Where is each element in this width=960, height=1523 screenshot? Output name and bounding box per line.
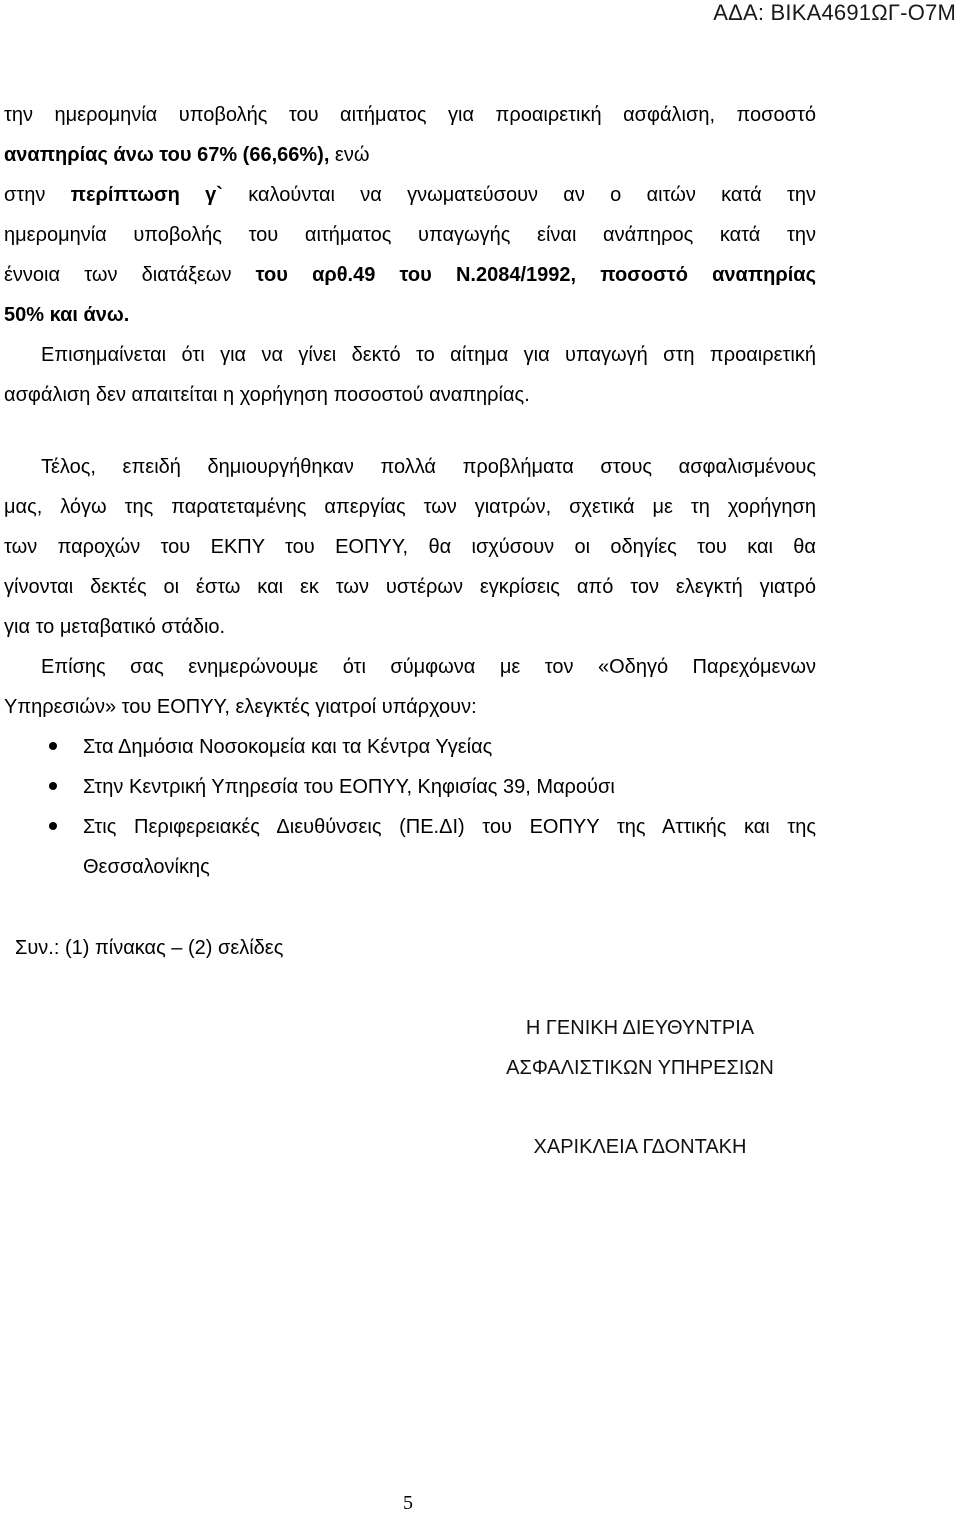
list-item: [4, 807, 816, 887]
paragraph-strike: [4, 447, 816, 647]
text-span: έννοια των διατάξεων: [4, 264, 256, 286]
text-line: των παροχών του ΕΚΠΥ του ΕΟΠΥΥ, θα ισχύσουν οι οδηγίες του και θα: [4, 536, 816, 558]
signature-title-line1: Η ΓΕΝΙΚΗ ΔΙΕΥΘΥΝΤΡΙΑ: [525, 1017, 755, 1039]
text-line: ημερομηνία υποβολής του αιτήματος υπαγωγής είναι ανάπηρος κατά την: [4, 224, 816, 246]
doctors-location-list: [4, 727, 816, 887]
list-item: [4, 727, 816, 767]
list-item-text: Στα Δημόσια Νοσοκομεία και τα Κέντρα Υγείας: [83, 736, 493, 758]
text-line: [4, 295, 816, 335]
text-line: Επίσης σας ενημερώνουμε ότι σύμφωνα με τον «Οδηγό Παρεχόμενων: [41, 656, 816, 678]
attachments-note: Συν.: (1) πίνακας – (2) σελίδες: [15, 937, 284, 959]
bold-text: αναπηρίας άνω του 67% (66,66%),: [4, 144, 330, 166]
text-line: μας, λόγω της παρατεταμένης απεργίας των γιατρών, σχετικά με τη χορήγηση: [4, 496, 816, 518]
text-line: [4, 175, 816, 215]
signature-title-line2: ΑΣΦΑΛΙΣΤΙΚΩΝ ΥΠΗΡΕΣΙΩΝ: [506, 1057, 774, 1079]
paragraph-guide: [4, 647, 816, 727]
text-span: ενώ: [329, 144, 370, 166]
bullet-icon: [49, 782, 57, 790]
text-span: στην: [4, 184, 71, 206]
ada-code: ΑΔΑ: ΒΙΚΑ4691ΩΓ-Ο7Μ: [713, 0, 956, 25]
text-span: καλούνται να γνωματεύσουν αν ο αιτών κατά την: [222, 184, 816, 206]
bold-text: 50% και άνω.: [4, 304, 130, 326]
paragraph-disability-criteria: [4, 95, 816, 335]
page-number: 5: [403, 1492, 413, 1514]
document-body: [4, 95, 816, 887]
text-line: [4, 255, 816, 295]
list-item: [4, 767, 816, 807]
text-line: Τέλος, επειδή δημιουργήθηκαν πολλά προβλήματα στους ασφαλισμένους: [41, 456, 816, 478]
list-item-text: Στην Κεντρική Υπηρεσία του ΕΟΠΥΥ, Κηφισίας 39, Μαρούσι: [83, 776, 615, 798]
paragraph-gap: [4, 415, 816, 447]
paragraph-note: [4, 335, 816, 415]
text-line: Υπηρεσιών» του ΕΟΠΥΥ, ελεγκτές γιατροί υπάρχουν:: [4, 696, 477, 718]
list-item-text: Θεσσαλονίκης: [83, 856, 210, 878]
bold-text: του αρθ.49 του Ν.2084/1992, ποσοστό αναπηρίας: [255, 264, 816, 286]
text-line: Επισημαίνεται ότι για να γίνει δεκτό το αίτημα για υπαγωγή στη προαιρετική: [41, 344, 816, 366]
text-line: την ημερομηνία υποβολής του αιτήματος για προαιρετική ασφάλιση, ποσοστό: [4, 104, 816, 126]
signature-name: ΧΑΡΙΚΛΕΙΑ ΓΔΟΝΤΑΚΗ: [533, 1136, 747, 1158]
text-line: [4, 135, 816, 175]
bullet-icon: [49, 822, 57, 830]
list-item-text: Στις Περιφερειακές Διευθύνσεις (ΠΕ.ΔΙ) του ΕΟΠΥΥ της Αττικής και της: [83, 816, 816, 838]
text-line: γίνονται δεκτές οι έστω και εκ των υστέρων εγκρίσεις από τον ελεγκτή γιατρό: [4, 576, 816, 598]
text-line: ασφάλιση δεν απαιτείται η χορήγηση ποσοστού αναπηρίας.: [4, 384, 530, 406]
bold-text: περίπτωση γ`: [70, 184, 223, 206]
text-line: για το μεταβατικό στάδιο.: [4, 616, 226, 638]
bullet-icon: [49, 742, 57, 750]
